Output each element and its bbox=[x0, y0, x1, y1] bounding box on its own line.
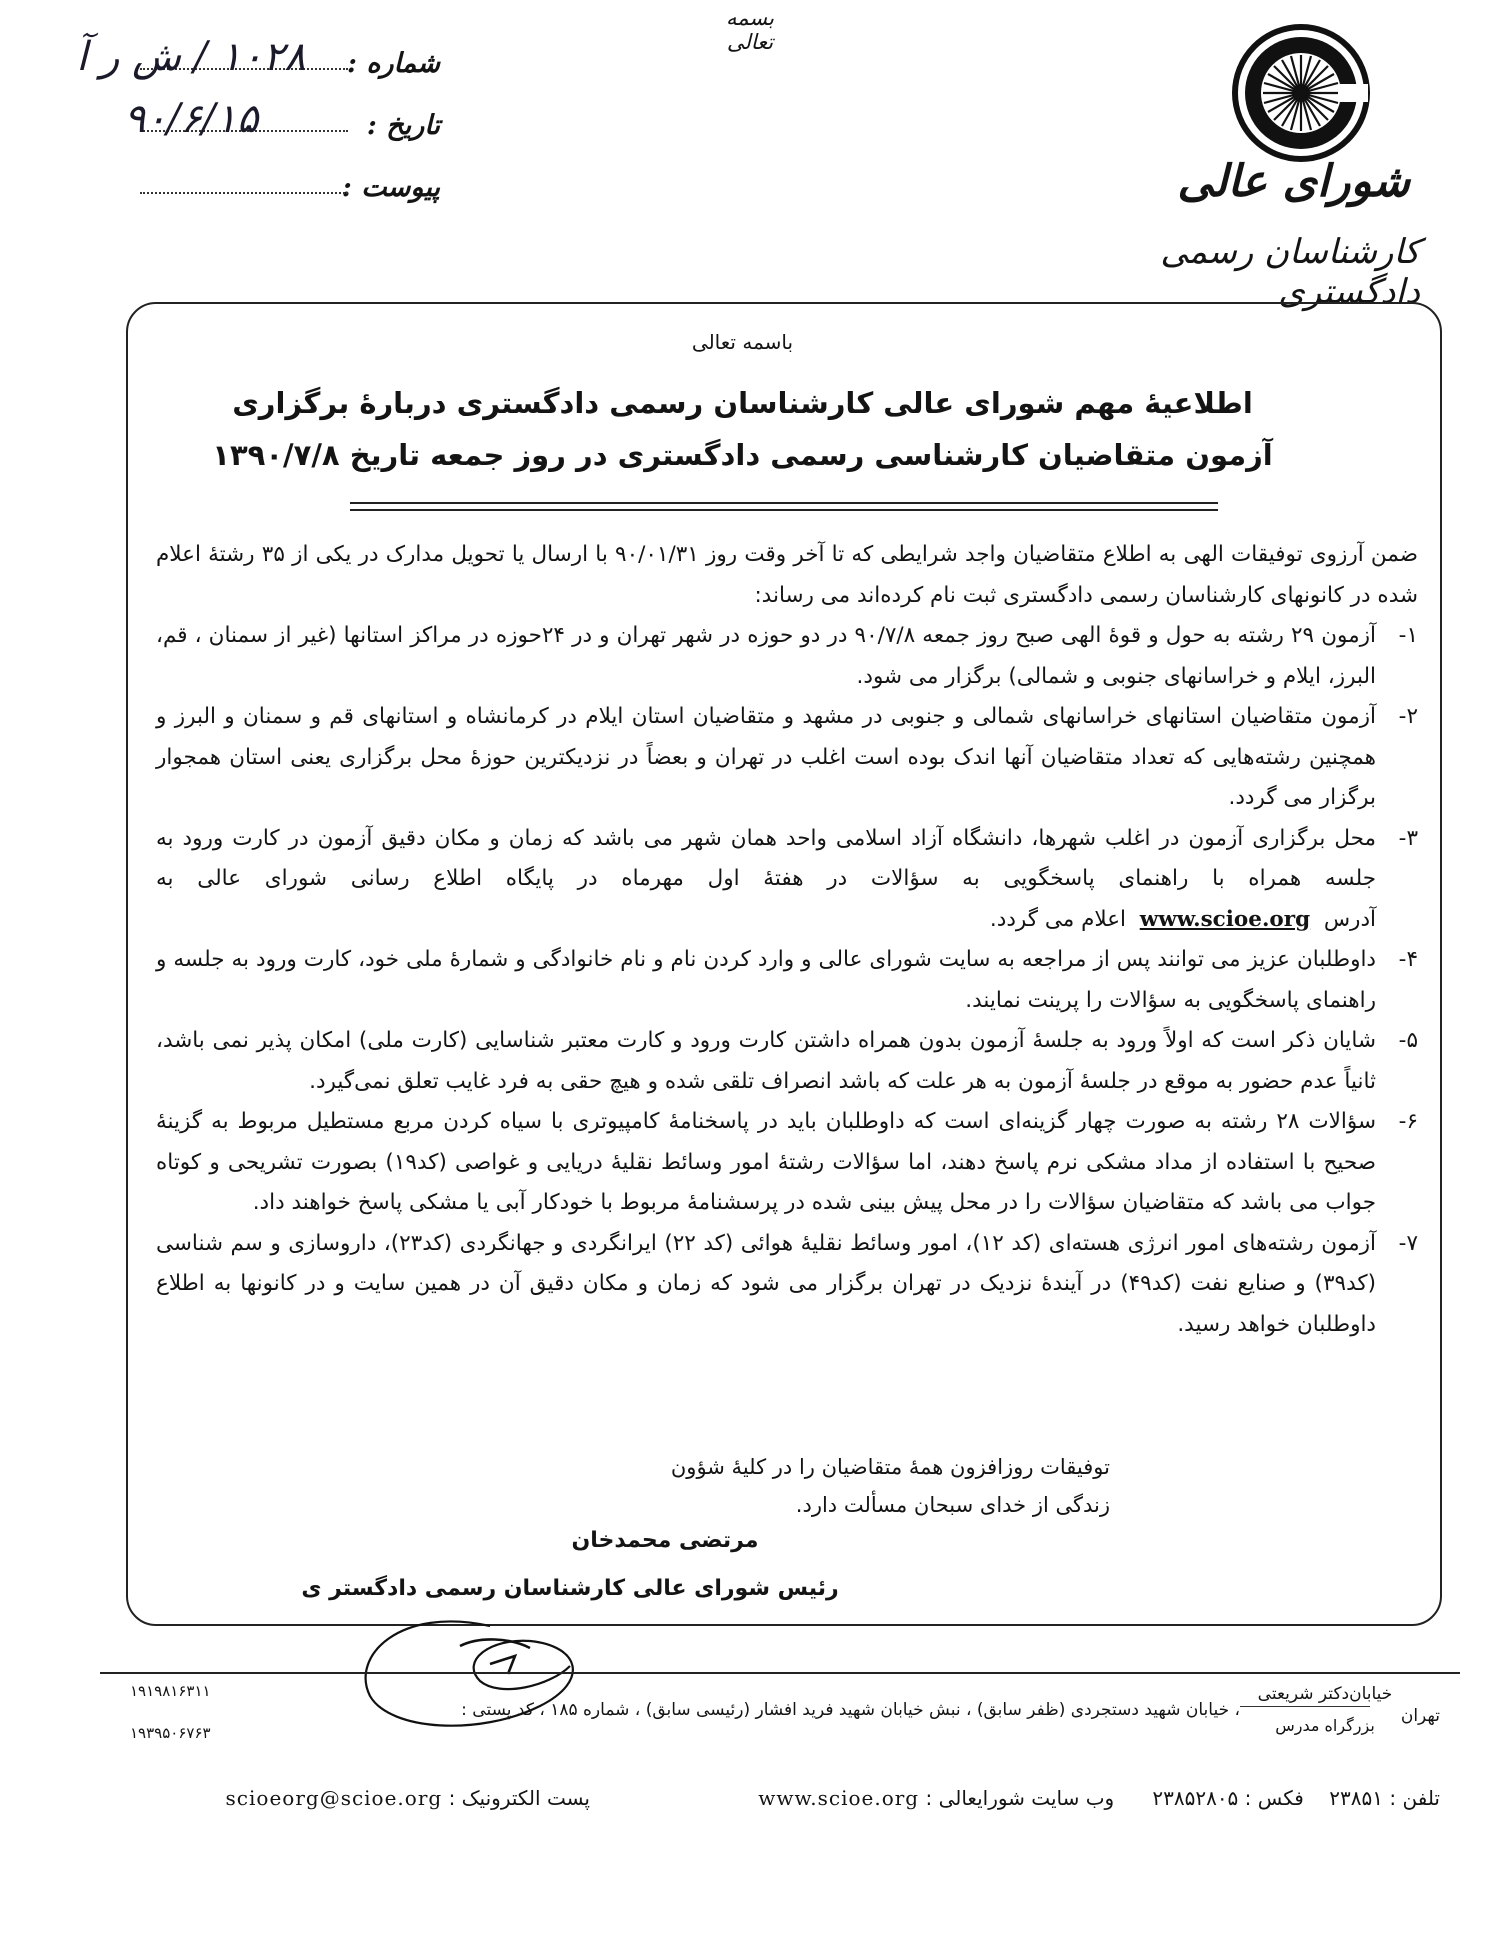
top-invocation: بسمه تعالی bbox=[726, 6, 774, 54]
item-text: آزمون متقاضیان استانهای خراسانهای شمالی و جنوبی در مشهد و متقاضیان استان ایلام در کرمانشاه و استانهای قم و سمنان و البرز و همچنین رشته‌هایی که تعداد متقاضیان آنها اندک بوده است اغلب در تهران و بعضاً در نزدیکترین حوزۀ محل برگزاری یعنی استان همجوار برگزار می گردد. bbox=[156, 704, 1376, 810]
list-item bbox=[156, 1102, 1418, 1224]
meta-number-value: ۱۰۲۸ / ش ر آ bbox=[76, 34, 306, 80]
meta-number-row bbox=[40, 34, 440, 88]
fax-label: فکس : bbox=[1244, 1786, 1304, 1810]
fax-number: ۲۳۸۵۲۸۰۵ bbox=[1152, 1786, 1239, 1810]
signer-title: رئیس شورای عالی کارشناسان رسمی دادگستر ی bbox=[301, 1576, 839, 1601]
item-text-after: اعلام می گردد. bbox=[989, 906, 1127, 932]
address-city: تهران bbox=[1400, 1706, 1440, 1726]
closing-line1: توفیقات روزافزون همۀ متقاضیان را در کلیۀ شؤون bbox=[670, 1455, 1110, 1479]
item-number: ۲- bbox=[1398, 704, 1418, 729]
list-item bbox=[156, 697, 1418, 819]
item-text: محل برگزاری آزمون در اغلب شهرها، دانشگاه آزاد اسلامی واحد همان شهر می باشد که زمان و مکان دقیق آزمون در کارت ورود به جلسه همراه با راهنمای پاسخگویی به سؤالات در هفتۀ اول مهرماه در پایگاه اطلاع رسانی شورای عالی به آدرس bbox=[156, 825, 1376, 932]
postal-code-1: ۱۹۱۹۸۱۶۳۱۱ bbox=[130, 1682, 211, 1700]
list-item bbox=[156, 1224, 1418, 1346]
notice-title-line2: آزمون متقاضیان کارشناسی رسمی دادگستری در روز جمعه تاریخ ۱۳۹۰/۷/۸ bbox=[212, 438, 1273, 472]
item-text: داوطلبان عزیز می توانند پس از مراجعه به سایت شورای عالی و وارد کردن نام و نام خانوادگی و شمارۀ ملی خود، کارت ورود به جلسه و راهنمای پاسخگویی به سؤالات را پرینت نمایند. bbox=[156, 947, 1376, 1013]
list-item bbox=[156, 819, 1418, 941]
list-item bbox=[156, 940, 1418, 1021]
meta-date-value: ۹۰/۶/۱۵ bbox=[123, 96, 259, 142]
email-line bbox=[130, 1786, 590, 1810]
footer-website-link[interactable]: www.scioe.org bbox=[758, 1786, 920, 1810]
notice-title-line1: اطلاعیۀ مهم شورای عالی کارشناسان رسمی دادگستری دربارۀ برگزاری bbox=[232, 386, 1253, 420]
meta-attachment-row bbox=[40, 172, 440, 212]
phone-number: ۲۳۸۵۱ bbox=[1329, 1786, 1384, 1810]
address-street-divider bbox=[1240, 1706, 1370, 1707]
item-text-with-url bbox=[156, 819, 1376, 941]
closing-text bbox=[650, 1448, 1110, 1524]
address-street-bottom: بزرگراه مدرس bbox=[1275, 1716, 1375, 1735]
phone-label: تلفن : bbox=[1389, 1786, 1440, 1810]
footer-divider bbox=[100, 1672, 1460, 1674]
item-number: ۱- bbox=[1398, 623, 1418, 648]
item-text: آزمون ۲۹ رشته به حول و قوۀ الهی صبح روز جمعه ۹۰/۷/۸ در دو حوزه در شهر تهران و در ۲۴حوزه در مراکز استانها (غیر از سمنان ، قم، البرز، ایلام و خراسانهای جنوبی و شمالی) برگزار می شود. bbox=[156, 623, 1376, 689]
contact-line bbox=[600, 1786, 1440, 1810]
item-number: ۶- bbox=[1398, 1109, 1418, 1134]
item-number: ۵- bbox=[1398, 1028, 1418, 1053]
meta-attachment-label: پیوست : bbox=[341, 172, 440, 203]
meta-attachment-dots bbox=[140, 192, 348, 194]
meta-number-label: شماره : bbox=[346, 48, 440, 79]
email-address[interactable]: scioeorg@scioe.org bbox=[225, 1786, 443, 1810]
list-item bbox=[156, 1021, 1418, 1102]
org-name-line1: شورای عالی bbox=[1177, 156, 1410, 207]
council-logo bbox=[1230, 22, 1372, 164]
signer-name: مرتضی محمدخان bbox=[571, 1528, 759, 1553]
address-street-top: خیابان‌دکتر شریعتی bbox=[1257, 1684, 1393, 1704]
closing-line2: زندگی از خدای سبحان مسألت دارد. bbox=[795, 1493, 1110, 1517]
email-label: پست الکترونیک : bbox=[448, 1786, 590, 1810]
list-item bbox=[156, 616, 1418, 697]
item-number: ۴- bbox=[1398, 947, 1418, 972]
title-double-rule bbox=[350, 502, 1218, 511]
postal-code-2: ۱۹۳۹۵۰۶۷۶۳ bbox=[130, 1724, 211, 1742]
meta-date-row bbox=[40, 96, 440, 150]
website-label: وب سایت شورایعالی : bbox=[925, 1786, 1115, 1810]
org-name-line2: کارشناسان رسمی دادگستری bbox=[1160, 232, 1420, 312]
notice-intro: ضمن آرزوی توفیقات الهی به اطلاع متقاضیان واجد شرایطی که تا آخر وقت روز ۹۰/۰۱/۳۱ با ارسال یا تحویل مدارک در یکی از ۳۵ رشتۀ اعلام شده در کانونهای کارشناسان رسمی دادگستری ثبت نام کرده‌اند می رساند: bbox=[156, 542, 1418, 608]
notice-body bbox=[156, 535, 1418, 1345]
notice-invocation: باسمه تعالی bbox=[691, 330, 794, 354]
item-number: ۷- bbox=[1398, 1230, 1418, 1256]
item-number: ۳- bbox=[1398, 825, 1418, 851]
item-text: آزمون رشته‌های امور انرژی هسته‌ای (کد ۱۲)، امور وسائط نقلیۀ هوائی (کد ۲۲) ایرانگردی و جهانگردی (کد۲۳)، داروسازی و سم شناسی (کد۳۹) و صنایع نفت (کد۴۹) در آیندۀ نزدیک در تهران برگزار می شود که زمان و مکان دقیق آن در همین سایت و در کانونها به اطلاع داوطلبان خواهد رسید. bbox=[156, 1230, 1376, 1337]
item-text: سؤالات ۲۸ رشته به صورت چهار گزینه‌ای است که داوطلبان باید در پاسخنامۀ کامپیوتری با سیاه کردن مربع مستطیل مربوط به گزینۀ صحیح با استفاده از مداد مشکی نرم پاسخ دهند، اما سؤالات رشتۀ امور وسائط نقلیۀ دریایی و غواصی (کد۱۹) بصورت تشریحی و کوتاه جواب می باشد که متقاضیان سؤالات را در محل پیش بینی شده در پرسشنامۀ مربوط با خودکار آبی یا مشکی پاسخ خواهند داد. bbox=[156, 1109, 1376, 1215]
meta-date-label: تاریخ : bbox=[366, 110, 440, 141]
item-text: شایان ذکر است که اولاً ورود به جلسۀ آزمون بدون همراه داشتن کارت ورود و کارت معتبر شناسایی (کارت ملی) امکان پذیر نمی باشد، ثانیاً عدم حضور به موقع در جلسۀ آزمون به هر علت که باشد انصراف تلقی شده و هیچ حقی به فرد غایب تعلق نمی‌گیرد. bbox=[156, 1028, 1376, 1094]
address-main: ، خیابان شهید دستجردی (ظفر سابق) ، نبش خیابان شهید فرید افشار (رئیسی سابق) ، شماره ۱۸۵ ، کد پستی : bbox=[461, 1700, 1240, 1720]
website-link[interactable]: www.scioe.org bbox=[1139, 906, 1311, 932]
